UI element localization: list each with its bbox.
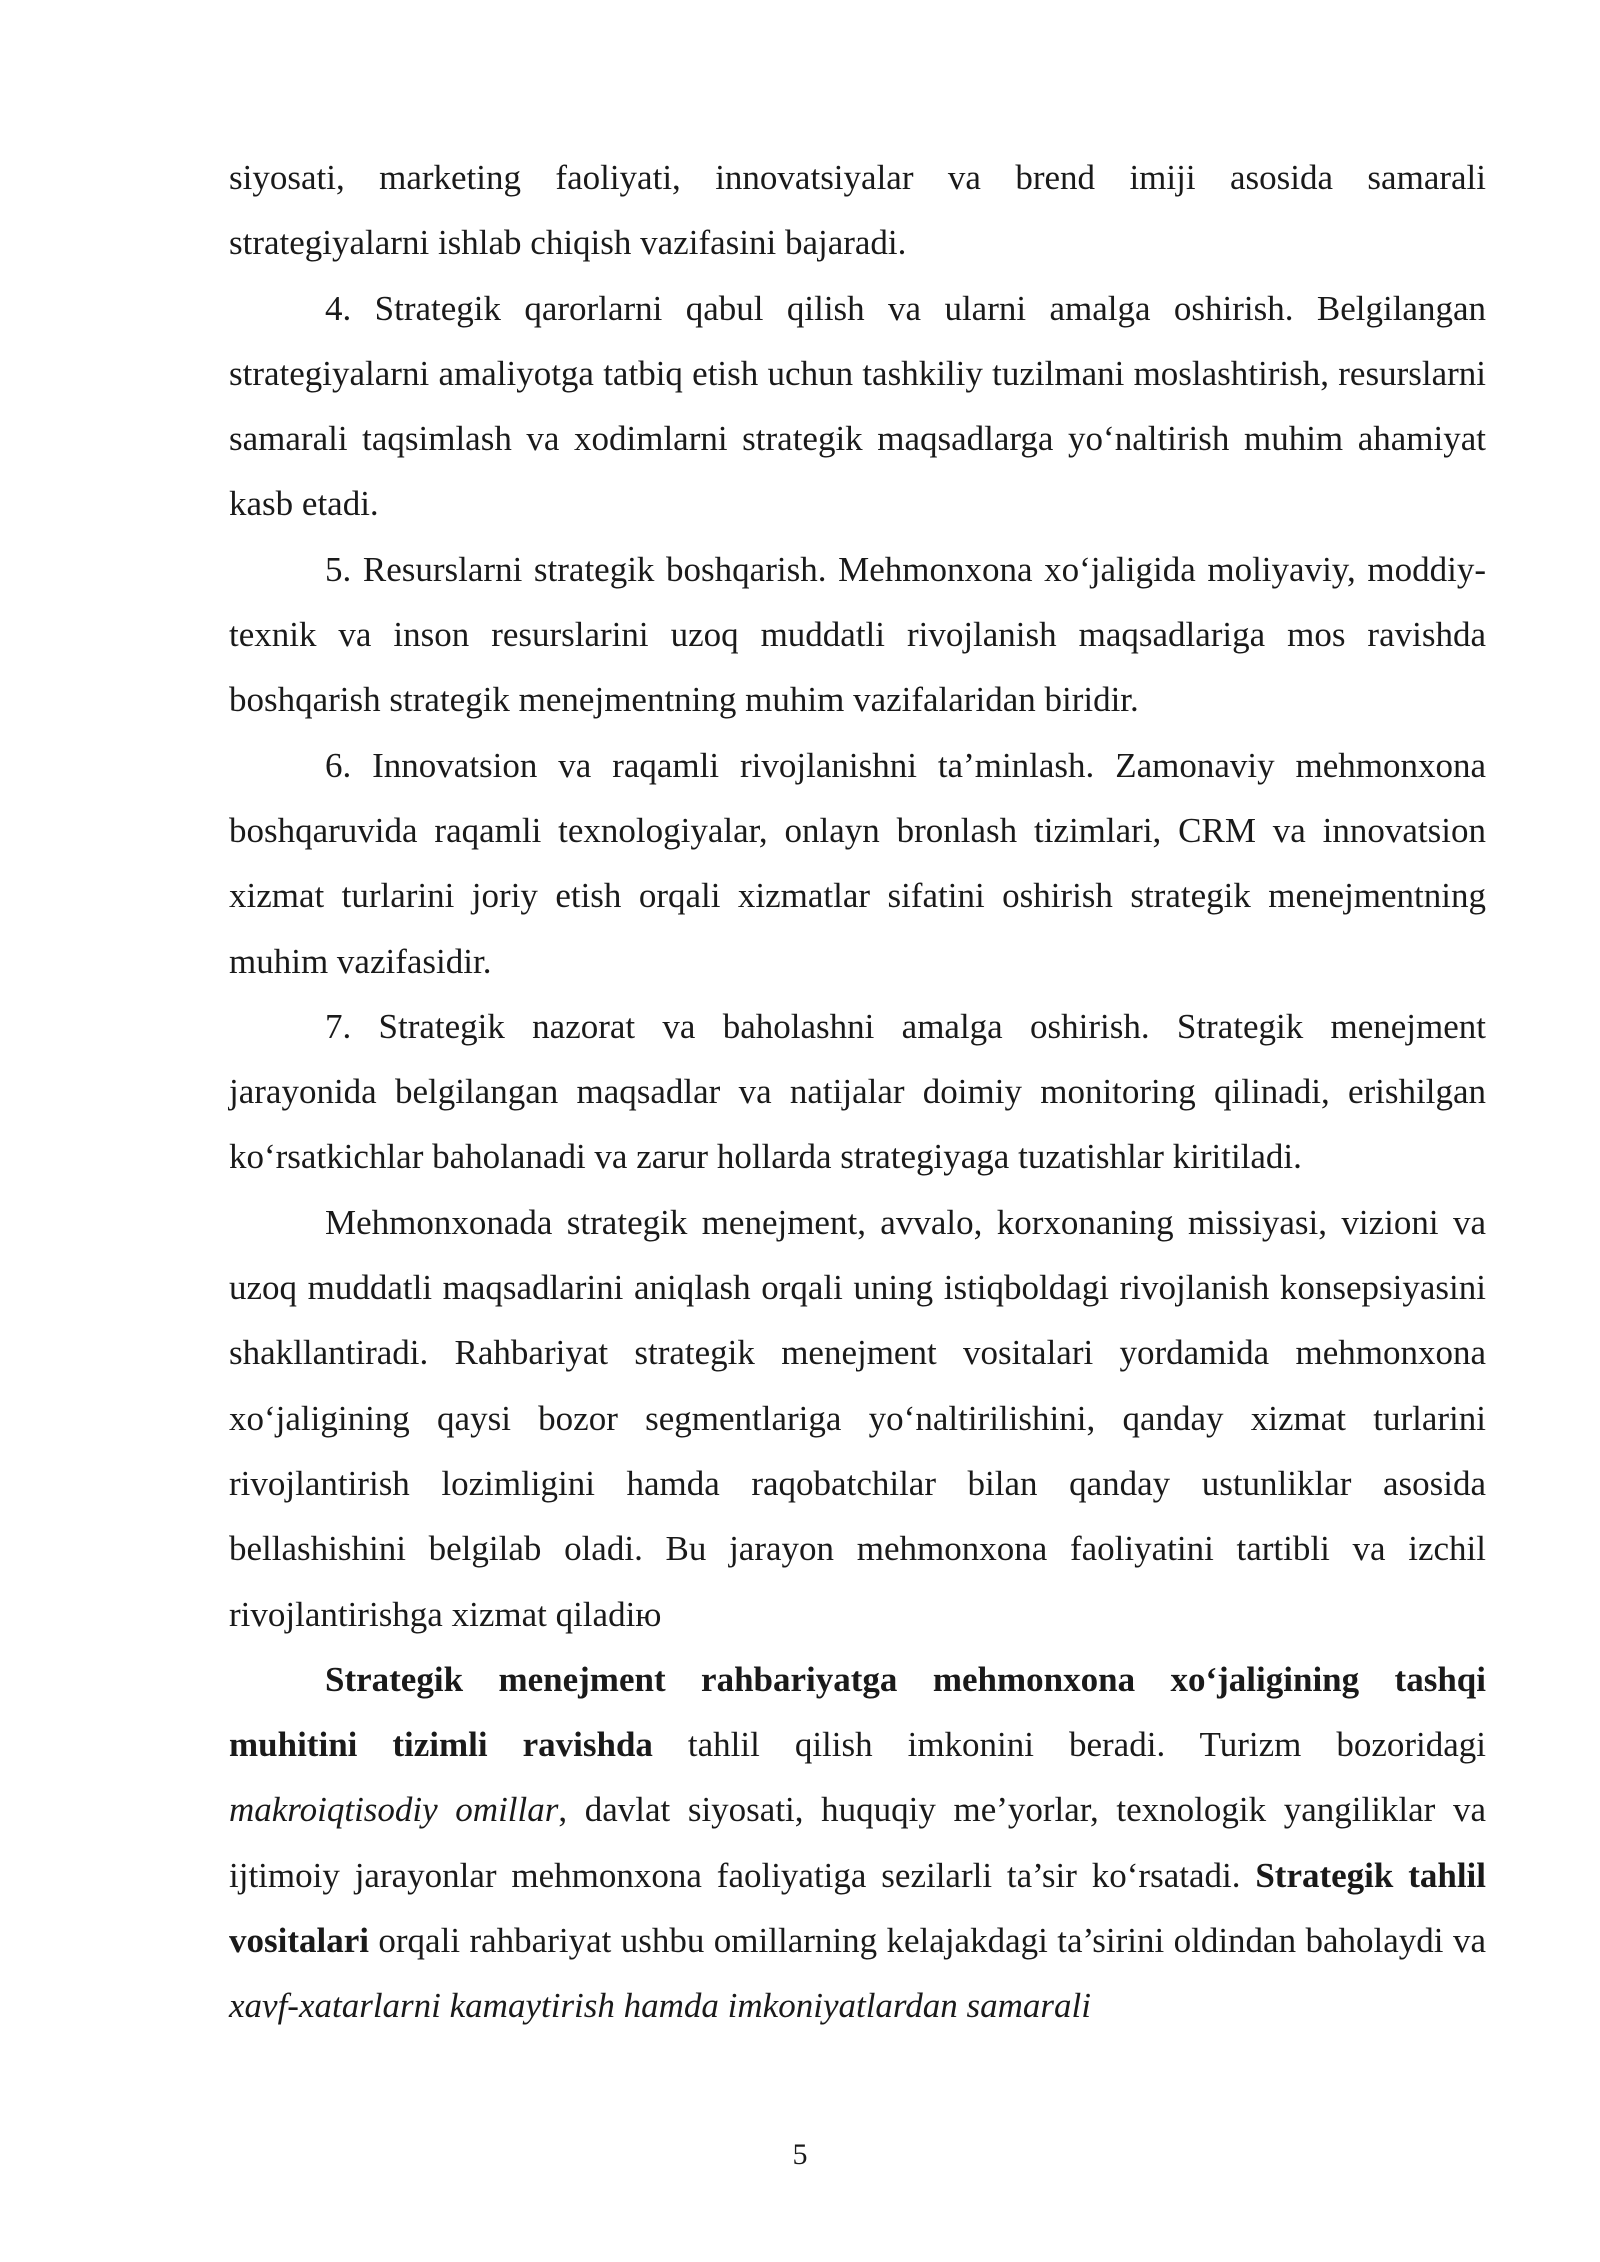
page-number: 5 — [792, 2138, 808, 2171]
paragraph — [229, 994, 1486, 1190]
text-run: 6. Innovatsion va raqamli rivojlanishni ta’minlash. Zamonaviy mehmonxona boshqaruvida raqamli texnologiyalar, onlayn bronlash tizimlari, CRM va innovatsion xizmat turlarini joriy etish orqali xizmatlar sifatini oshirish strategik menejmentning muhim vazifasidir. — [229, 745, 1486, 981]
paragraph — [229, 145, 1486, 276]
text-run: 5. Resurslarni strategik boshqarish. Mehmonxona xo‘jaligida moliyaviy, moddiy-texnik va inson resurslarini uzoq muddatli rivojlanish maqsadlariga mos ravishda boshqarish strategik menejmentning muhim vazifalaridan biridir. — [229, 549, 1486, 720]
text-run: orqali rahbariyat ushbu omillarning kelajakdagi ta’sirini oldindan baholaydi va — [368, 1921, 1486, 1961]
paragraph — [229, 1190, 1486, 1647]
italic-text: xavf-xatarlarni kamaytirish hamda imkoniyatlardan samarali — [229, 1986, 1091, 2026]
text-run: 4. Strategik qarorlarni qabul qilish va ularni amalga oshirish. Belgilangan strategiyalarni amaliyotga tatbiq etish uchun tashkiliy tuzilmani moslashtirish, resurslarni samarali taqsimlash va xodimlarni strategik maqsadlarga yo‘naltirish muhim ahamiyat kasb etadi. — [229, 288, 1486, 524]
paragraph — [229, 276, 1486, 537]
bold-text: Strategik tahlil vositalari — [229, 1855, 1487, 1961]
text-run: Mehmonxonada strategik menejment, avvalo, korxonaning missiyasi, vizioni va uzoq muddatli maqsadlarini aniqlash orqali uning istiqboldagi rivojlanish konsepsiyasini shakllantiradi. Rahbariyat strategik menejment vositalari yordamida mehmonxona xo‘jaligining qaysi bozor segmentlariga yo‘naltirilishini, qanday xizmat turlarini rivojlantirish lozimligini hamda raqobatchilar bilan qanday ustunliklar asosida bellashishini belgilab oladi. Bu jarayon mehmonxona faoliyatini tartibli va izchil rivojlantirishga xizmat qiladiю — [229, 1202, 1486, 1634]
text-run: , davlat siyosati, huquqiy me’yorlar, texnologik yangiliklar va ijtimoiy jarayonlar mehmonxona faoliyatiga sezilarli ta’sir ko‘rsatadi. — [229, 1790, 1486, 1895]
paragraph — [229, 733, 1486, 994]
document-body — [229, 145, 1486, 2039]
text-run: 7. Strategik nazorat va baholashni amalga oshirish. Strategik menejment jarayonida belgilangan maqsadlar va natijalar doimiy monitoring qilinadi, erishilgan ko‘rsatkichlar baholanadi va zarur hollarda strategiyaga tuzatishlar kiritiladi. — [229, 1006, 1486, 1177]
paragraph — [229, 1647, 1486, 2039]
text-run: siyosati, marketing faoliyati, innovatsiyalar va brend imiji asosida samarali strategiyalarni ishlab chiqish vazifasini bajaradi. — [229, 158, 1486, 263]
italic-text: makroiqtisodiy omillar — [229, 1790, 559, 1830]
paragraph — [229, 537, 1486, 733]
text-run: tahlil qilish imkonini beradi. Turizm bozoridagi — [652, 1725, 1486, 1765]
bold-text: Strategik menejment rahbariyatga mehmonxona xo‘jaligining tashqi muhitini tizimli ravishda — [229, 1659, 1486, 1765]
